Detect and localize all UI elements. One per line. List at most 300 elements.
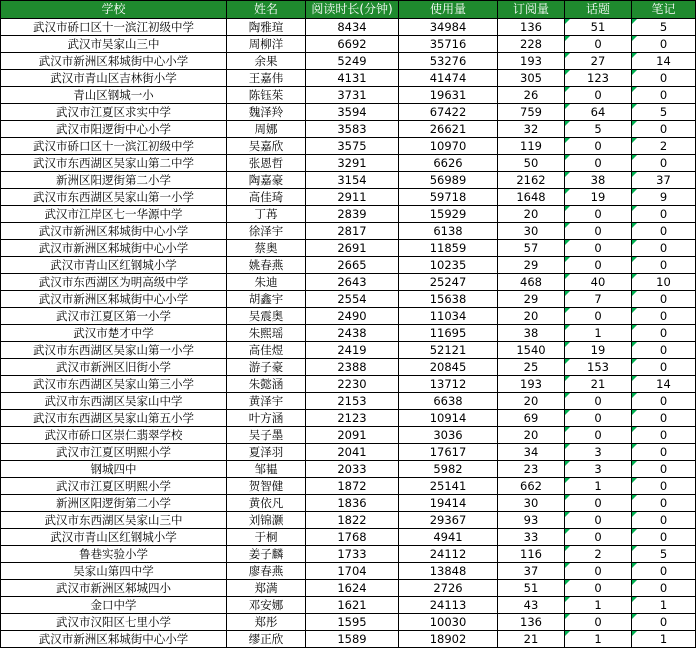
name-cell[interactable]: 廖春燕 bbox=[227, 563, 306, 580]
subscriptions-cell[interactable]: 662 bbox=[498, 478, 565, 495]
school-cell[interactable]: 武汉市新洲区邾城街中心小学 bbox=[1, 291, 227, 308]
school-cell[interactable]: 鲁巷实验小学 bbox=[1, 546, 227, 563]
table-row bbox=[1, 427, 696, 444]
header-topics: 话题 bbox=[565, 1, 632, 19]
name-cell[interactable]: 邓安娜 bbox=[227, 597, 306, 614]
school-cell[interactable]: 新洲区阳逻街第二小学 bbox=[1, 172, 227, 189]
school-cell[interactable]: 武汉市江夏区求实中学 bbox=[1, 104, 227, 121]
topics-cell[interactable]: 1 bbox=[565, 478, 632, 495]
usage-cell[interactable]: 3036 bbox=[399, 427, 498, 444]
reading-time-cell[interactable]: 2643 bbox=[306, 274, 399, 291]
reading-time-cell[interactable]: 1704 bbox=[306, 563, 399, 580]
header-notes: 笔记 bbox=[632, 1, 696, 19]
usage-cell[interactable]: 10030 bbox=[399, 614, 498, 631]
reading-time-cell[interactable]: 2665 bbox=[306, 257, 399, 274]
school-cell[interactable]: 武汉市青山区红钢城小学 bbox=[1, 529, 227, 546]
school-cell[interactable]: 武汉市江夏区明熙小学 bbox=[1, 478, 227, 495]
usage-cell[interactable]: 24112 bbox=[399, 546, 498, 563]
notes-cell[interactable]: 0 bbox=[632, 461, 696, 478]
reading-time-cell[interactable]: 2388 bbox=[306, 359, 399, 376]
name-cell[interactable]: 朱迪 bbox=[227, 274, 306, 291]
topics-cell[interactable]: 0 bbox=[565, 495, 632, 512]
school-cell[interactable]: 武汉市新洲区邾城四小 bbox=[1, 580, 227, 597]
reading-time-cell[interactable]: 3575 bbox=[306, 138, 399, 155]
school-cell[interactable]: 新洲区阳逻街第二小学 bbox=[1, 495, 227, 512]
subscriptions-cell[interactable]: 50 bbox=[498, 155, 565, 172]
notes-cell[interactable]: 0 bbox=[632, 223, 696, 240]
usage-cell[interactable]: 26621 bbox=[399, 121, 498, 138]
reading-time-cell[interactable]: 1768 bbox=[306, 529, 399, 546]
school-cell[interactable]: 武汉市硚口区十一滨江初级中学 bbox=[1, 138, 227, 155]
topics-cell[interactable]: 64 bbox=[565, 104, 632, 121]
table-row bbox=[1, 36, 696, 53]
table-row bbox=[1, 563, 696, 580]
subscriptions-cell[interactable]: 193 bbox=[498, 376, 565, 393]
topics-cell[interactable]: 0 bbox=[565, 529, 632, 546]
topics-cell[interactable]: 2 bbox=[565, 546, 632, 563]
usage-cell[interactable]: 5982 bbox=[399, 461, 498, 478]
usage-cell[interactable]: 34984 bbox=[399, 19, 498, 36]
notes-cell[interactable]: 0 bbox=[632, 240, 696, 257]
name-cell[interactable]: 吴震奥 bbox=[227, 308, 306, 325]
table-row bbox=[1, 444, 696, 461]
notes-cell[interactable]: 5 bbox=[632, 546, 696, 563]
notes-cell[interactable]: 5 bbox=[632, 19, 696, 36]
table-row bbox=[1, 393, 696, 410]
topics-cell[interactable]: 19 bbox=[565, 342, 632, 359]
school-cell[interactable]: 武汉市新洲区邾城街中心小学 bbox=[1, 223, 227, 240]
usage-cell[interactable]: 15638 bbox=[399, 291, 498, 308]
table-row bbox=[1, 461, 696, 478]
subscriptions-cell[interactable]: 29 bbox=[498, 257, 565, 274]
name-cell[interactable]: 邹韫 bbox=[227, 461, 306, 478]
usage-cell[interactable]: 6638 bbox=[399, 393, 498, 410]
usage-cell[interactable]: 20845 bbox=[399, 359, 498, 376]
topics-cell[interactable]: 0 bbox=[565, 240, 632, 257]
notes-cell[interactable]: 0 bbox=[632, 512, 696, 529]
usage-cell[interactable]: 18902 bbox=[399, 631, 498, 648]
subscriptions-cell[interactable]: 116 bbox=[498, 546, 565, 563]
subscriptions-cell[interactable]: 20 bbox=[498, 206, 565, 223]
notes-cell[interactable]: 14 bbox=[632, 53, 696, 70]
table-row bbox=[1, 512, 696, 529]
name-cell[interactable]: 陶嘉豪 bbox=[227, 172, 306, 189]
topics-cell[interactable]: 0 bbox=[565, 308, 632, 325]
table-row bbox=[1, 376, 696, 393]
name-cell[interactable]: 徐泽宇 bbox=[227, 223, 306, 240]
name-cell[interactable]: 魏泽羚 bbox=[227, 104, 306, 121]
notes-cell[interactable]: 9 bbox=[632, 189, 696, 206]
school-cell[interactable]: 武汉市东西湖区吴家山中学 bbox=[1, 393, 227, 410]
name-cell[interactable]: 于桐 bbox=[227, 529, 306, 546]
topics-cell[interactable]: 21 bbox=[565, 376, 632, 393]
school-cell[interactable]: 武汉市吴家山三中 bbox=[1, 36, 227, 53]
table-row bbox=[1, 325, 696, 342]
subscriptions-cell[interactable]: 136 bbox=[498, 19, 565, 36]
topics-cell[interactable]: 3 bbox=[565, 461, 632, 478]
topics-cell[interactable]: 123 bbox=[565, 70, 632, 87]
topics-cell[interactable]: 27 bbox=[565, 53, 632, 70]
table-row bbox=[1, 410, 696, 427]
usage-cell[interactable]: 25141 bbox=[399, 478, 498, 495]
subscriptions-cell[interactable]: 33 bbox=[498, 529, 565, 546]
topics-cell[interactable]: 51 bbox=[565, 19, 632, 36]
reading-time-cell[interactable]: 5249 bbox=[306, 53, 399, 70]
name-cell[interactable]: 黄泽宇 bbox=[227, 393, 306, 410]
notes-cell[interactable]: 37 bbox=[632, 172, 696, 189]
table-row bbox=[1, 53, 696, 70]
reading-time-cell[interactable]: 2153 bbox=[306, 393, 399, 410]
notes-cell[interactable]: 0 bbox=[632, 308, 696, 325]
reading-time-cell[interactable]: 2691 bbox=[306, 240, 399, 257]
name-cell[interactable]: 张恩哲 bbox=[227, 155, 306, 172]
name-cell[interactable]: 王嘉伟 bbox=[227, 70, 306, 87]
reading-time-cell[interactable]: 2817 bbox=[306, 223, 399, 240]
reading-time-cell[interactable]: 2839 bbox=[306, 206, 399, 223]
usage-cell[interactable]: 2726 bbox=[399, 580, 498, 597]
school-cell[interactable]: 武汉市青山区红钢城小学 bbox=[1, 257, 227, 274]
table-body bbox=[1, 19, 696, 648]
school-cell[interactable]: 吴家山第四中学 bbox=[1, 563, 227, 580]
table-row bbox=[1, 121, 696, 138]
table-row bbox=[1, 342, 696, 359]
subscriptions-cell[interactable]: 32 bbox=[498, 121, 565, 138]
notes-cell[interactable]: 1 bbox=[632, 631, 696, 648]
notes-cell[interactable]: 0 bbox=[632, 325, 696, 342]
usage-cell[interactable]: 19414 bbox=[399, 495, 498, 512]
notes-cell[interactable]: 0 bbox=[632, 87, 696, 104]
name-cell[interactable]: 吴子墨 bbox=[227, 427, 306, 444]
reading-time-cell[interactable]: 8434 bbox=[306, 19, 399, 36]
reading-time-cell[interactable]: 6692 bbox=[306, 36, 399, 53]
subscriptions-cell[interactable]: 136 bbox=[498, 614, 565, 631]
subscriptions-cell[interactable]: 119 bbox=[498, 138, 565, 155]
notes-cell[interactable]: 0 bbox=[632, 614, 696, 631]
topics-cell[interactable]: 0 bbox=[565, 87, 632, 104]
subscriptions-cell[interactable]: 34 bbox=[498, 444, 565, 461]
usage-cell[interactable]: 35716 bbox=[399, 36, 498, 53]
name-cell[interactable]: 夏泽羽 bbox=[227, 444, 306, 461]
reading-time-cell[interactable]: 1595 bbox=[306, 614, 399, 631]
subscriptions-cell[interactable]: 43 bbox=[498, 597, 565, 614]
name-cell[interactable]: 蔡奥 bbox=[227, 240, 306, 257]
usage-cell[interactable]: 59718 bbox=[399, 189, 498, 206]
topics-cell[interactable]: 0 bbox=[565, 206, 632, 223]
topics-cell[interactable]: 0 bbox=[565, 563, 632, 580]
subscriptions-cell[interactable]: 759 bbox=[498, 104, 565, 121]
notes-cell[interactable]: 14 bbox=[632, 376, 696, 393]
topics-cell[interactable]: 0 bbox=[565, 257, 632, 274]
name-cell[interactable]: 朱熙瑶 bbox=[227, 325, 306, 342]
usage-cell[interactable]: 67422 bbox=[399, 104, 498, 121]
notes-cell[interactable]: 0 bbox=[632, 410, 696, 427]
topics-cell[interactable]: 3 bbox=[565, 444, 632, 461]
topics-cell[interactable]: 0 bbox=[565, 36, 632, 53]
topics-cell[interactable]: 38 bbox=[565, 172, 632, 189]
school-cell[interactable]: 武汉市阳逻街中心小学 bbox=[1, 121, 227, 138]
topics-cell[interactable]: 0 bbox=[565, 393, 632, 410]
school-cell[interactable]: 武汉市汉阳区七里小学 bbox=[1, 614, 227, 631]
notes-cell[interactable]: 0 bbox=[632, 478, 696, 495]
header-name: 姓名 bbox=[227, 1, 306, 19]
subscriptions-cell[interactable]: 26 bbox=[498, 87, 565, 104]
reading-time-cell[interactable]: 2123 bbox=[306, 410, 399, 427]
table-row bbox=[1, 19, 696, 36]
notes-cell[interactable]: 0 bbox=[632, 393, 696, 410]
name-cell[interactable]: 朱懿涵 bbox=[227, 376, 306, 393]
reading-time-cell[interactable]: 1589 bbox=[306, 631, 399, 648]
usage-cell[interactable]: 17617 bbox=[399, 444, 498, 461]
reading-time-cell[interactable]: 2033 bbox=[306, 461, 399, 478]
school-cell[interactable]: 武汉市东西湖区为明高级中学 bbox=[1, 274, 227, 291]
header-subscriptions: 订阅量 bbox=[498, 1, 565, 19]
school-cell[interactable]: 武汉市东西湖区吴家山第一小学 bbox=[1, 342, 227, 359]
subscriptions-cell[interactable]: 305 bbox=[498, 70, 565, 87]
reading-time-cell[interactable]: 1872 bbox=[306, 478, 399, 495]
reading-time-cell[interactable]: 3154 bbox=[306, 172, 399, 189]
notes-cell[interactable]: 5 bbox=[632, 104, 696, 121]
topics-cell[interactable]: 19 bbox=[565, 189, 632, 206]
usage-cell[interactable]: 11695 bbox=[399, 325, 498, 342]
reading-time-cell[interactable]: 3291 bbox=[306, 155, 399, 172]
topics-cell[interactable]: 0 bbox=[565, 223, 632, 240]
reading-time-cell[interactable]: 3583 bbox=[306, 121, 399, 138]
name-cell[interactable]: 丁苒 bbox=[227, 206, 306, 223]
name-cell[interactable]: 黄依凡 bbox=[227, 495, 306, 512]
name-cell[interactable]: 高佳琦 bbox=[227, 189, 306, 206]
name-cell[interactable]: 胡鑫宇 bbox=[227, 291, 306, 308]
school-cell[interactable]: 武汉市楚才中学 bbox=[1, 325, 227, 342]
school-cell[interactable]: 武汉市江岸区七一华源中学 bbox=[1, 206, 227, 223]
reading-time-cell[interactable]: 2041 bbox=[306, 444, 399, 461]
name-cell[interactable]: 高佳煜 bbox=[227, 342, 306, 359]
reading-time-cell[interactable]: 1624 bbox=[306, 580, 399, 597]
reading-time-cell[interactable]: 1822 bbox=[306, 512, 399, 529]
usage-cell[interactable]: 10914 bbox=[399, 410, 498, 427]
school-cell[interactable]: 武汉市新洲区邾城街中心小学 bbox=[1, 631, 227, 648]
usage-cell[interactable]: 25247 bbox=[399, 274, 498, 291]
table-row bbox=[1, 359, 696, 376]
topics-cell[interactable]: 1 bbox=[565, 325, 632, 342]
name-cell[interactable]: 陶雅瑄 bbox=[227, 19, 306, 36]
table-row bbox=[1, 206, 696, 223]
usage-cell[interactable]: 11034 bbox=[399, 308, 498, 325]
subscriptions-cell[interactable]: 20 bbox=[498, 427, 565, 444]
topics-cell[interactable]: 7 bbox=[565, 291, 632, 308]
reading-time-cell[interactable]: 2490 bbox=[306, 308, 399, 325]
subscriptions-cell[interactable]: 93 bbox=[498, 512, 565, 529]
notes-cell[interactable]: 0 bbox=[632, 257, 696, 274]
notes-cell[interactable]: 0 bbox=[632, 529, 696, 546]
notes-cell[interactable]: 0 bbox=[632, 444, 696, 461]
reading-time-cell[interactable]: 3594 bbox=[306, 104, 399, 121]
reading-time-cell[interactable]: 1733 bbox=[306, 546, 399, 563]
school-cell[interactable]: 武汉市硚口区崇仁翡翠学校 bbox=[1, 427, 227, 444]
notes-cell[interactable]: 1 bbox=[632, 597, 696, 614]
name-cell[interactable]: 周娜 bbox=[227, 121, 306, 138]
subscriptions-cell[interactable]: 23 bbox=[498, 461, 565, 478]
usage-cell[interactable]: 53276 bbox=[399, 53, 498, 70]
reading-time-cell[interactable]: 4131 bbox=[306, 70, 399, 87]
topics-cell[interactable]: 0 bbox=[565, 512, 632, 529]
subscriptions-cell[interactable]: 21 bbox=[498, 631, 565, 648]
notes-cell[interactable]: 0 bbox=[632, 155, 696, 172]
table-row bbox=[1, 87, 696, 104]
name-cell[interactable]: 贺智健 bbox=[227, 478, 306, 495]
subscriptions-cell[interactable]: 228 bbox=[498, 36, 565, 53]
subscriptions-cell[interactable]: 57 bbox=[498, 240, 565, 257]
subscriptions-cell[interactable]: 69 bbox=[498, 410, 565, 427]
usage-cell[interactable]: 13712 bbox=[399, 376, 498, 393]
table-row bbox=[1, 189, 696, 206]
name-cell[interactable]: 郑满 bbox=[227, 580, 306, 597]
reading-time-cell[interactable]: 3731 bbox=[306, 87, 399, 104]
subscriptions-cell[interactable]: 2162 bbox=[498, 172, 565, 189]
header-usage: 使用量 bbox=[399, 1, 498, 19]
table-row bbox=[1, 257, 696, 274]
subscriptions-cell[interactable]: 25 bbox=[498, 359, 565, 376]
usage-cell[interactable]: 41474 bbox=[399, 70, 498, 87]
reading-time-cell[interactable]: 2438 bbox=[306, 325, 399, 342]
usage-cell[interactable]: 13848 bbox=[399, 563, 498, 580]
topics-cell[interactable]: 1 bbox=[565, 597, 632, 614]
table-row bbox=[1, 631, 696, 648]
school-cell[interactable]: 钢城四中 bbox=[1, 461, 227, 478]
subscriptions-cell[interactable]: 468 bbox=[498, 274, 565, 291]
topics-cell[interactable]: 0 bbox=[565, 138, 632, 155]
reading-time-cell[interactable]: 1836 bbox=[306, 495, 399, 512]
school-cell[interactable]: 武汉市江夏区明熙小学 bbox=[1, 444, 227, 461]
school-cell[interactable]: 武汉市东西湖区吴家山第三小学 bbox=[1, 376, 227, 393]
usage-cell[interactable]: 10970 bbox=[399, 138, 498, 155]
table-row bbox=[1, 308, 696, 325]
topics-cell[interactable]: 0 bbox=[565, 155, 632, 172]
topics-cell[interactable]: 5 bbox=[565, 121, 632, 138]
table-row bbox=[1, 274, 696, 291]
name-cell[interactable]: 周柳洋 bbox=[227, 36, 306, 53]
notes-cell[interactable]: 0 bbox=[632, 580, 696, 597]
notes-cell[interactable]: 0 bbox=[632, 70, 696, 87]
notes-cell[interactable]: 0 bbox=[632, 36, 696, 53]
notes-cell[interactable]: 0 bbox=[632, 206, 696, 223]
name-cell[interactable]: 刘锦灏 bbox=[227, 512, 306, 529]
topics-cell[interactable]: 0 bbox=[565, 427, 632, 444]
table-row bbox=[1, 104, 696, 121]
usage-cell[interactable]: 24113 bbox=[399, 597, 498, 614]
subscriptions-cell[interactable]: 1540 bbox=[498, 342, 565, 359]
notes-cell[interactable]: 0 bbox=[632, 359, 696, 376]
table-row bbox=[1, 495, 696, 512]
reading-time-cell[interactable]: 2419 bbox=[306, 342, 399, 359]
topics-cell[interactable]: 0 bbox=[565, 614, 632, 631]
topics-cell[interactable]: 0 bbox=[565, 410, 632, 427]
topics-cell[interactable]: 1 bbox=[565, 631, 632, 648]
notes-cell[interactable]: 0 bbox=[632, 427, 696, 444]
subscriptions-cell[interactable]: 193 bbox=[498, 53, 565, 70]
name-cell[interactable]: 游子豪 bbox=[227, 359, 306, 376]
subscriptions-cell[interactable]: 30 bbox=[498, 495, 565, 512]
usage-cell[interactable]: 10235 bbox=[399, 257, 498, 274]
topics-cell[interactable]: 0 bbox=[565, 580, 632, 597]
table-row bbox=[1, 546, 696, 563]
header-reading-time: 阅读时长(分钟) bbox=[306, 1, 399, 19]
subscriptions-cell[interactable]: 51 bbox=[498, 580, 565, 597]
school-cell[interactable]: 武汉市硚口区十一滨江初级中学 bbox=[1, 19, 227, 36]
name-cell[interactable]: 叶方涵 bbox=[227, 410, 306, 427]
table-row bbox=[1, 580, 696, 597]
school-cell[interactable]: 武汉市新洲区邾城街中心小学 bbox=[1, 53, 227, 70]
reading-time-cell[interactable]: 2230 bbox=[306, 376, 399, 393]
subscriptions-cell[interactable]: 38 bbox=[498, 325, 565, 342]
table-row bbox=[1, 70, 696, 87]
school-cell[interactable]: 武汉市东西湖区吴家山第一小学 bbox=[1, 189, 227, 206]
school-cell[interactable]: 武汉市新洲区旧街小学 bbox=[1, 359, 227, 376]
notes-cell[interactable]: 10 bbox=[632, 274, 696, 291]
notes-cell[interactable]: 0 bbox=[632, 495, 696, 512]
reading-time-cell[interactable]: 2554 bbox=[306, 291, 399, 308]
subscriptions-cell[interactable]: 30 bbox=[498, 223, 565, 240]
school-cell[interactable]: 武汉市东西湖区吴家山三中 bbox=[1, 512, 227, 529]
usage-cell[interactable]: 4941 bbox=[399, 529, 498, 546]
usage-cell[interactable]: 52121 bbox=[399, 342, 498, 359]
table-row bbox=[1, 597, 696, 614]
notes-cell[interactable]: 0 bbox=[632, 291, 696, 308]
name-cell[interactable]: 姜子麟 bbox=[227, 546, 306, 563]
school-cell[interactable]: 金口中学 bbox=[1, 597, 227, 614]
name-cell[interactable]: 缪正欣 bbox=[227, 631, 306, 648]
notes-cell[interactable]: 0 bbox=[632, 121, 696, 138]
table-row bbox=[1, 240, 696, 257]
name-cell[interactable]: 吴嘉欣 bbox=[227, 138, 306, 155]
table-row bbox=[1, 529, 696, 546]
school-cell[interactable]: 武汉市东西湖区吴家山第五小学 bbox=[1, 410, 227, 427]
school-cell[interactable]: 武汉市江夏区第一小学 bbox=[1, 308, 227, 325]
subscriptions-cell[interactable]: 29 bbox=[498, 291, 565, 308]
subscriptions-cell[interactable]: 20 bbox=[498, 308, 565, 325]
notes-cell[interactable]: 0 bbox=[632, 342, 696, 359]
usage-cell[interactable]: 56989 bbox=[399, 172, 498, 189]
table-row bbox=[1, 291, 696, 308]
usage-cell[interactable]: 19631 bbox=[399, 87, 498, 104]
school-cell[interactable]: 青山区钢城一小 bbox=[1, 87, 227, 104]
school-cell[interactable]: 武汉市青山区吉林街小学 bbox=[1, 70, 227, 87]
subscriptions-cell[interactable]: 1648 bbox=[498, 189, 565, 206]
name-cell[interactable]: 陈钰茱 bbox=[227, 87, 306, 104]
usage-cell[interactable]: 6626 bbox=[399, 155, 498, 172]
name-cell[interactable]: 姚春燕 bbox=[227, 257, 306, 274]
notes-cell[interactable]: 0 bbox=[632, 563, 696, 580]
name-cell[interactable]: 郑彤 bbox=[227, 614, 306, 631]
usage-cell[interactable]: 6138 bbox=[399, 223, 498, 240]
subscriptions-cell[interactable]: 37 bbox=[498, 563, 565, 580]
usage-cell[interactable]: 29367 bbox=[399, 512, 498, 529]
usage-cell[interactable]: 11859 bbox=[399, 240, 498, 257]
notes-cell[interactable]: 2 bbox=[632, 138, 696, 155]
reading-time-cell[interactable]: 1621 bbox=[306, 597, 399, 614]
school-cell[interactable]: 武汉市东西湖区吴家山第二中学 bbox=[1, 155, 227, 172]
reading-time-cell[interactable]: 2911 bbox=[306, 189, 399, 206]
topics-cell[interactable]: 40 bbox=[565, 274, 632, 291]
usage-cell[interactable]: 15929 bbox=[399, 206, 498, 223]
reading-time-cell[interactable]: 2091 bbox=[306, 427, 399, 444]
table-row bbox=[1, 155, 696, 172]
school-cell[interactable]: 武汉市新洲区邾城街中心小学 bbox=[1, 240, 227, 257]
table-row bbox=[1, 172, 696, 189]
topics-cell[interactable]: 153 bbox=[565, 359, 632, 376]
header-row bbox=[1, 1, 696, 19]
subscriptions-cell[interactable]: 20 bbox=[498, 393, 565, 410]
name-cell[interactable]: 余果 bbox=[227, 53, 306, 70]
